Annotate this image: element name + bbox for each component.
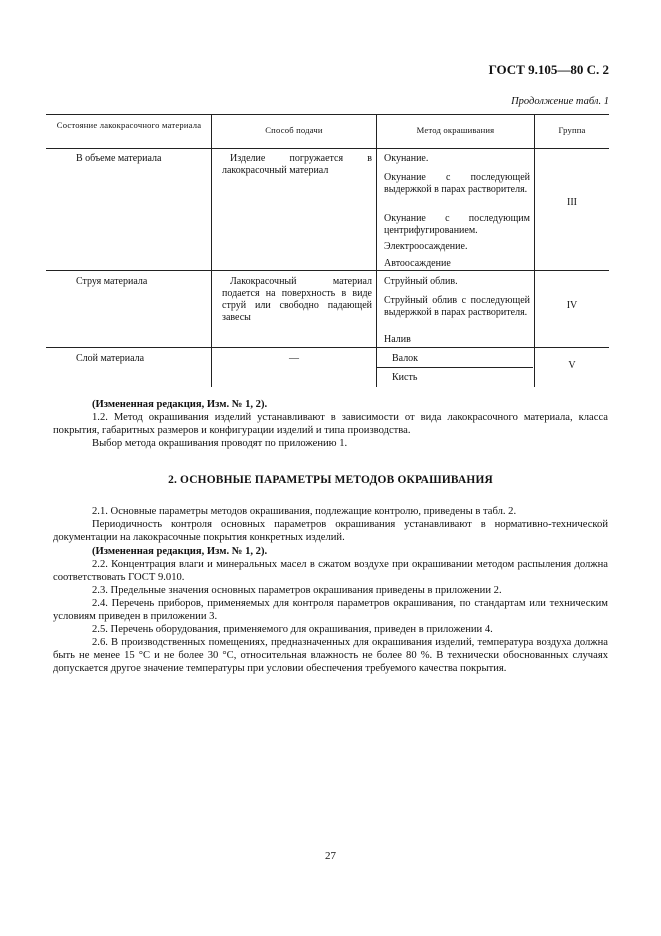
table-cell-method: Струйный облив с последующей выдержкой в парах растворителя.	[384, 295, 530, 318]
table-cell-group: V	[568, 360, 576, 371]
table-cell-method: Окунание с последующей выдержкой в парах растворителя.	[384, 172, 530, 195]
method-subdivider	[376, 367, 533, 368]
table-cell-state: В объеме материала	[76, 153, 162, 164]
table-top-rule	[46, 114, 609, 115]
header-method: Метод окрашивания	[416, 125, 495, 135]
column-divider	[211, 114, 212, 387]
paragraph-2-3: 2.3. Предельные значения основных параметров окрашивания приведены в приложении 2.	[92, 585, 502, 596]
paragraph-choice: Выбор метода окрашивания проводят по приложению 1.	[92, 438, 348, 449]
table-cell-method: Окунание с последующим центрифугированием.	[384, 213, 530, 236]
table-continuation-label: Продолжение табл. 1	[511, 96, 609, 107]
section-title: 2. ОСНОВНЫЕ ПАРАМЕТРЫ МЕТОДОВ ОКРАШИВАНИЯ	[168, 474, 493, 486]
row-divider	[46, 270, 609, 271]
header-supply: Способ подачи	[265, 125, 323, 135]
table-cell-supply: Лакокрасочный материал подается на поверхность в виде струй или свободно падающей завесы	[222, 276, 372, 323]
page-number: 27	[325, 850, 336, 862]
methods-table	[46, 114, 609, 387]
row-divider	[46, 347, 609, 348]
table-cell-method: Струйный облив.	[384, 276, 458, 287]
table-cell-method: Валок	[392, 353, 419, 364]
paragraph-periodicity: Периодичность контроля основных параметров окрашивания устанавливают в нормативно-технической документации на лакокрасочные покрытия конкретных изделий.	[53, 519, 608, 543]
paragraph-2-1: 2.1. Основные параметры методов окрашивания, подлежащие контролю, приведены в табл. 2.	[92, 506, 517, 517]
table-cell-supply: Изделие погружается в лакокрасочный материал	[222, 153, 372, 176]
revision-note: (Измененная редакция, Изм. № 1, 2).	[92, 399, 268, 410]
table-cell-state: Струя материала	[76, 276, 148, 287]
column-divider	[376, 114, 377, 387]
paragraph-2-5: 2.5. Перечень оборудования, применяемого для окрашивания, приведен в приложении 4.	[92, 624, 493, 635]
table-header-rule	[46, 148, 609, 149]
revision-note: (Измененная редакция, Изм. № 1, 2).	[92, 546, 268, 557]
document-reference: ГОСТ 9.105—80 С. 2	[488, 62, 609, 77]
table-cell-group: IV	[566, 300, 578, 311]
column-divider	[534, 114, 535, 387]
table-cell-state: Слой материала	[76, 353, 145, 364]
header-state: Состояние лакокрасочного материала	[56, 120, 202, 130]
paragraph-2-2: 2.2. Концентрация влаги и минеральных масел в сжатом воздухе при окрашивании методом распыления должна соответствовать ГОСТ 9.010.	[53, 559, 608, 583]
table-cell-method: Налив	[384, 334, 411, 345]
table-cell-supply: —	[289, 353, 299, 364]
paragraph-2-4: 2.4. Перечень приборов, применяемых для контроля параметров окрашивания, по стандартам или техническим условиям приведен в приложении 3.	[53, 598, 608, 622]
table-cell-method: Окунание.	[384, 153, 429, 164]
header-group: Группа	[558, 125, 586, 135]
table-cell-method: Автоосаждение	[384, 258, 451, 269]
paragraph-2-6: 2.6. В производственных помещениях, предназначенных для окрашивания изделий, температура воздуха должна быть не менее 15 °С и не более 30 °С, относительная влажность не более 80 %. В технически обоснованных случаях допускается другое значение температуры при условии обеспечения требуемого качества покрытия.	[53, 637, 608, 674]
paragraph-1-2: 1.2. Метод окрашивания изделий устанавливают в зависимости от вида лакокрасочного материала, класса покрытия, габаритных размеров и конфигурации изделий и типа производства.	[53, 412, 608, 436]
table-cell-method: Кисть	[392, 372, 418, 383]
table-cell-group: III	[567, 197, 577, 208]
table-cell-method: Электроосаждение.	[384, 241, 468, 252]
